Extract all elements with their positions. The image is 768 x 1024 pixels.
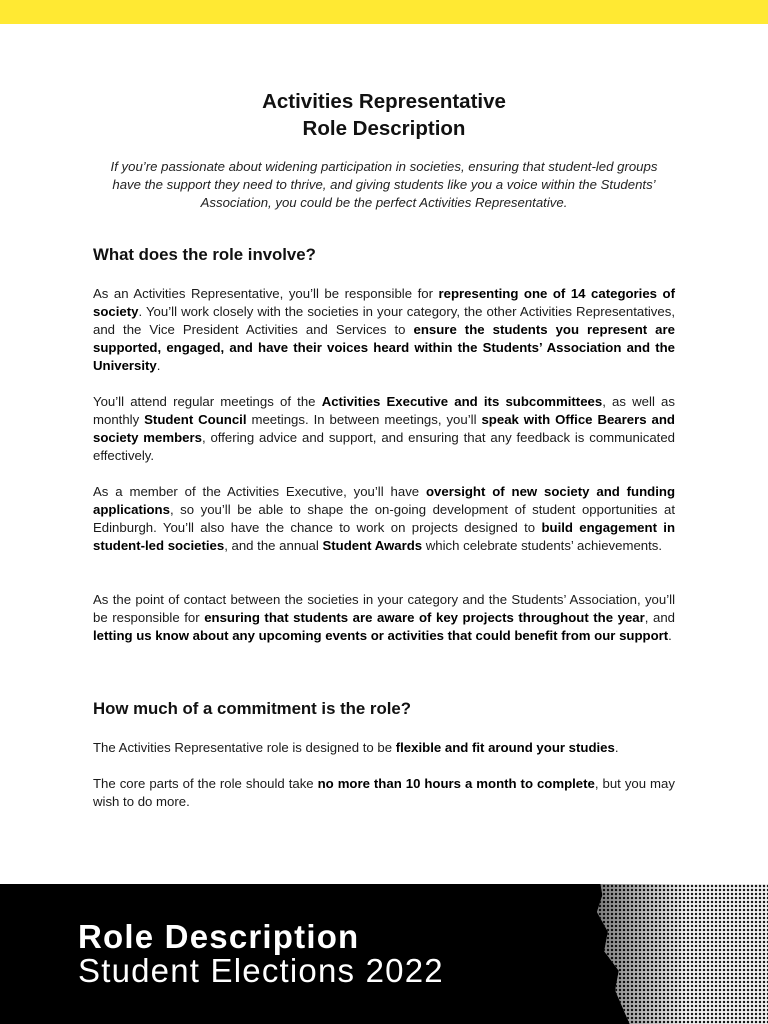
document-title [0, 88, 768, 142]
paragraph-role-1 [93, 285, 675, 375]
text-run: , but you may wish to do more. [93, 776, 675, 809]
text-run: . [668, 628, 672, 643]
paragraph-role-2 [93, 393, 675, 465]
bold-run: build engagement in student-led societies [93, 520, 676, 553]
text-run: , and [644, 610, 675, 625]
paragraph-role-3 [93, 483, 675, 555]
title-line-1: Activities Representative [262, 90, 506, 113]
halftone-shading [586, 884, 768, 1024]
bold-run: speak with Office Bearers and society members [93, 412, 675, 445]
bold-run: ensure the students you represent are supported, engaged, and have their voices heard within the Students’ Association and the University [93, 322, 675, 373]
text-run: . [156, 358, 161, 373]
paragraph-commitment-1 [93, 739, 675, 757]
title-line-2: Role Description [302, 117, 466, 140]
text-run: meetings. In between meetings, you’ll [246, 412, 482, 427]
text-run: . [614, 740, 619, 755]
text-run: , and the annual [224, 538, 323, 553]
top-accent-bar [0, 0, 768, 24]
bold-run: no more than 10 hours a month to complete [317, 776, 595, 791]
bold-run: representing one of 14 categories of society [93, 286, 675, 319]
text-run: As a member of the Activities Executive, you’ll have [93, 484, 426, 499]
footer-banner [0, 884, 768, 1024]
bold-run: Student Awards [322, 538, 423, 553]
text-run: , so you’ll be able to shape the on-going development of student opportunities at Edinburgh. You’ll also have the chance to work on projects designed to [93, 502, 675, 535]
section-heading-role-involve: What does the role involve? [93, 245, 316, 264]
footer-subtitle: Student Elections 2022 [78, 952, 444, 989]
text-run: The core parts of the role should take [93, 776, 318, 791]
text-run: The Activities Representative role is designed to be [93, 740, 396, 755]
text-run: As an Activities Representative, you’ll be responsible for [93, 286, 439, 301]
paragraph-commitment-2 [93, 775, 675, 811]
footer-title: Role Description [78, 918, 360, 955]
text-run: , offering advice and support, and ensuring that any feedback is communicated effectively. [93, 430, 675, 463]
text-run: which celebrate students’ achievements. [422, 538, 663, 553]
section-heading-commitment: How much of a commitment is the role? [93, 699, 411, 718]
paragraph-role-4 [93, 591, 675, 645]
bold-run: flexible and fit around your studies [395, 740, 615, 755]
bold-run: letting us know about any upcoming events or activities that could benefit from our support [93, 628, 669, 643]
text-run: You’ll attend regular meetings of the [93, 394, 322, 409]
bold-run: Student Council [144, 412, 247, 427]
intro-paragraph: If you’re passionate about widening participation in societies, ensuring that student-led groups have the support they need to thrive, and giving students like you a voice within the Students’ Association, you could be the perfect Activities Representative. [110, 159, 658, 210]
text-run: As the point of contact between the societies in your category and the Students’ Association, you’ll be responsible for [93, 592, 675, 625]
text-run: , as well as monthly [93, 394, 675, 427]
bold-run: oversight of new society and funding applications [93, 484, 676, 517]
bold-run: ensuring that students are aware of key projects throughout the year [204, 610, 645, 625]
text-run: . You’ll work closely with the societies in your category, the other Activities Representatives, and the Vice President Activities and Services to [93, 304, 675, 337]
bold-run: Activities Executive and its subcommittees [321, 394, 603, 409]
